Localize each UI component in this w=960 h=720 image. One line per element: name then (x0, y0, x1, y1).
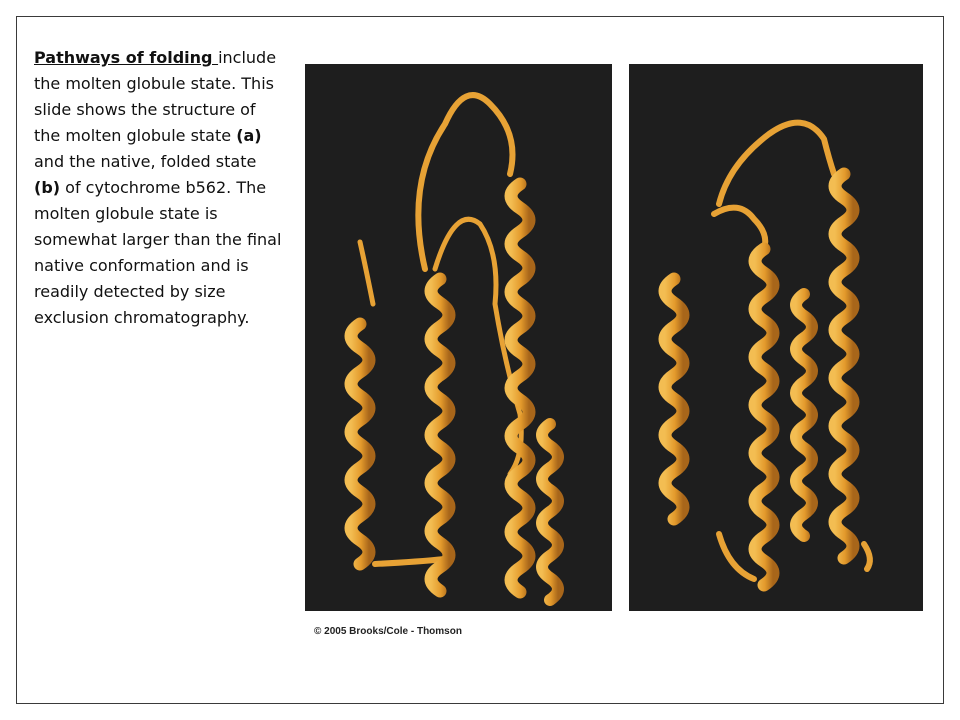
native-state-ribbon-image (629, 64, 923, 611)
caption-text-1: include the molten globule state. This slide shows the structure of the molten globule state (34, 48, 277, 145)
caption-text-3: of cytochrome b562. The molten globule state is somewhat larger than the final native conformation and is readily detected by size exclusion chromatography. (34, 178, 282, 327)
slide-caption (34, 45, 284, 331)
molten-globule-ribbon-image (305, 64, 612, 611)
caption-label-b: (b) (34, 178, 61, 197)
copyright-notice: © 2005 Brooks/Cole - Thomson (314, 626, 462, 637)
molten-globule-figure (305, 64, 612, 611)
caption-heading: Pathways of folding (34, 48, 219, 67)
caption-text-2: and the native, folded state (34, 152, 257, 171)
native-state-figure (629, 64, 923, 611)
caption-label-a: (a) (236, 126, 262, 145)
